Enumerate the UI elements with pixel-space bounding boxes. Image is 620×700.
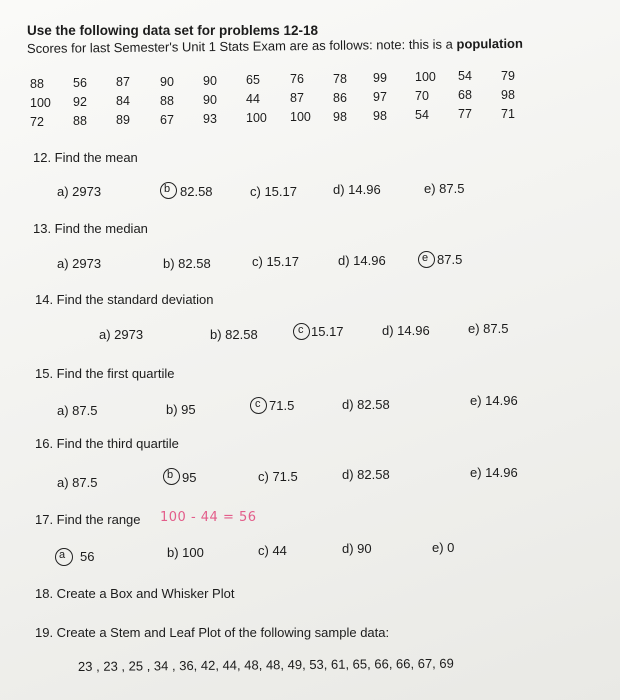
q15-choice-c: 71.5 (269, 398, 295, 413)
instructions-subheading (27, 36, 523, 56)
data-cell: 71 (501, 107, 515, 121)
q17-handwritten-work: 100 - 44 = 56 (160, 510, 257, 525)
data-cell: 99 (373, 71, 387, 85)
q12-choice-a: a) 2973 (57, 184, 102, 199)
data-cell: 89 (116, 113, 130, 127)
q18-label: 18. Create a Box and Whisker Plot (35, 586, 235, 601)
q12-label: 12. Find the mean (33, 150, 138, 165)
q14-choice-b: b) 82.58 (210, 327, 258, 342)
q15-choice-c-letter: c (255, 398, 261, 410)
data-cell: 100 (290, 110, 311, 124)
data-cell: 72 (30, 115, 44, 129)
q14-choice-e: e) 87.5 (468, 321, 509, 336)
instructions-heading: Use the following data set for problems 12-18 (27, 23, 319, 38)
data-cell: 67 (160, 113, 174, 127)
q13-choice-b: b) 82.58 (163, 256, 211, 271)
q15-choice-a: a) 87.5 (57, 403, 98, 418)
q16-choice-c: c) 71.5 (258, 469, 298, 484)
q14-choice-c: 15.17 (311, 324, 344, 339)
q12-choice-c: c) 15.17 (250, 184, 297, 199)
data-cell: 98 (501, 88, 515, 102)
data-cell: 92 (73, 95, 87, 109)
q19-sample-data: 23 , 23 , 25 , 34 , 36, 42, 44, 48, 48, 49, 53, 61, 65, 66, 66, 67, 69 (77, 655, 454, 674)
q15-choice-b: b) 95 (166, 402, 196, 417)
q16-choice-a: a) 87.5 (57, 475, 98, 490)
q17-choice-a-letter: a (59, 549, 66, 561)
q15-choice-e: e) 14.96 (470, 393, 518, 408)
data-cell: 100 (246, 111, 267, 125)
data-cell: 54 (458, 69, 472, 83)
q13-choice-d: d) 14.96 (338, 253, 386, 268)
q17-choice-b: b) 100 (167, 545, 204, 560)
data-cell: 88 (30, 77, 44, 91)
q16-choice-b: 95 (182, 470, 197, 485)
q14-choice-a: a) 2973 (99, 327, 144, 342)
q12-choice-d: d) 14.96 (333, 182, 381, 197)
data-cell: 86 (333, 91, 347, 105)
data-cell: 68 (458, 88, 472, 102)
data-cell: 84 (116, 94, 130, 108)
data-cell: 88 (160, 94, 174, 108)
q16-label: 16. Find the third quartile (35, 436, 179, 451)
q12-choice-b: 82.58 (180, 184, 213, 199)
q12-choice-b-letter: b (164, 183, 171, 195)
q17-choice-c: c) 44 (258, 543, 287, 558)
q16-choice-e: e) 14.96 (470, 465, 518, 480)
q17-choice-a: 56 (80, 549, 95, 564)
data-cell: 90 (203, 74, 217, 88)
q14-label: 14. Find the standard deviation (35, 292, 214, 307)
q12-choice-e: e) 87.5 (424, 181, 465, 196)
data-cell: 56 (73, 76, 87, 90)
data-cell: 100 (30, 96, 51, 110)
q13-label: 13. Find the median (33, 221, 148, 236)
data-cell: 65 (246, 73, 260, 87)
data-cell: 79 (501, 69, 515, 83)
q19-label: 19. Create a Stem and Leaf Plot of the following sample data: (35, 625, 390, 640)
data-cell: 100 (415, 70, 436, 84)
q13-choice-a: a) 2973 (57, 256, 102, 271)
data-cell: 90 (203, 93, 217, 107)
data-cell: 77 (458, 107, 472, 121)
data-cell: 93 (203, 112, 217, 126)
q15-label: 15. Find the first quartile (35, 366, 175, 381)
q13-choice-c: c) 15.17 (252, 254, 299, 269)
data-cell: 78 (333, 72, 347, 86)
data-cell: 97 (373, 90, 387, 104)
data-cell: 98 (333, 110, 347, 124)
q14-choice-c-letter: c (298, 324, 304, 336)
data-cell: 70 (415, 89, 429, 103)
data-cell: 90 (160, 75, 174, 89)
q15-choice-d: d) 82.58 (342, 397, 390, 412)
q13-choice-e-letter: e (422, 252, 429, 264)
q14-choice-d: d) 14.96 (382, 323, 430, 338)
q17-choice-d: d) 90 (342, 541, 372, 556)
data-cell: 87 (116, 75, 130, 89)
data-cell: 76 (290, 72, 304, 86)
data-cell: 98 (373, 109, 387, 123)
data-cell: 88 (73, 114, 87, 128)
q16-choice-d: d) 82.58 (342, 467, 390, 482)
data-cell: 87 (290, 91, 304, 105)
population-note: population (456, 35, 523, 52)
q16-choice-b-letter: b (167, 469, 174, 481)
q13-choice-e: 87.5 (437, 252, 463, 267)
q17-label: 17. Find the range (35, 512, 141, 527)
q17-choice-e: e) 0 (432, 540, 455, 555)
data-cell: 54 (415, 108, 429, 122)
subheading-text: Scores for last Semester's Unit 1 Stats Exam are as follows: note: this is a (26, 36, 457, 56)
data-cell: 44 (246, 92, 260, 106)
